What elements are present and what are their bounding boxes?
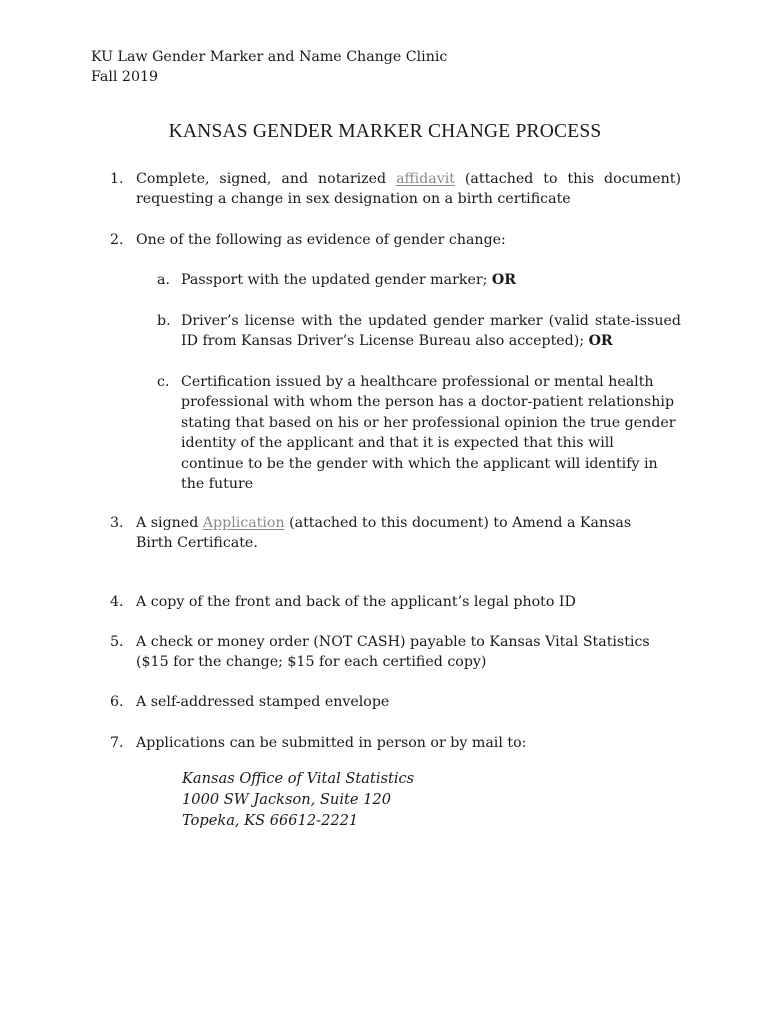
address-office: Kansas Office of Vital Statistics bbox=[182, 770, 415, 787]
item-number: 6. bbox=[110, 694, 124, 710]
header-clinic-name: KU Law Gender Marker and Name Change Clinic bbox=[91, 49, 448, 65]
or-label: OR bbox=[588, 333, 613, 350]
address-city: Topeka, KS 66612-2221 bbox=[182, 812, 359, 829]
address-street: 1000 SW Jackson, Suite 120 bbox=[182, 791, 391, 808]
item-number: 2. bbox=[110, 232, 124, 248]
item-text-end: (attached to this document) requesting a change in sex designation on a birth certificate bbox=[136, 171, 681, 208]
document-header bbox=[91, 47, 447, 87]
sub-item-letter: c. bbox=[157, 374, 170, 390]
item-text-start: Complete, signed, and notarized bbox=[136, 171, 397, 187]
sub-item-text-main: Passport with the updated gender marker; bbox=[181, 272, 492, 288]
header-term: Fall 2019 bbox=[91, 69, 159, 85]
document-title: KANSAS GENDER MARKER CHANGE PROCESS bbox=[168, 121, 602, 142]
sub-item-text-main: Driver’s license with the updated gender marker (valid state-issued ID from Kansas Driver’s License Bureau also accepted); bbox=[181, 313, 681, 350]
item-text-end: (attached to this document) to Amend a Kansas Birth Certificate. bbox=[136, 515, 632, 552]
item-text bbox=[136, 513, 666, 554]
sub-item-text: Certification issued by a healthcare professional or mental health professional with whom the person has a doctor-patient relationship stating that based on his or her professional opinion the true gender identity of the applicant and that it is expected that this will continue to be the gender with which the applicant will identify in the future bbox=[181, 374, 676, 493]
sub-item-text bbox=[181, 270, 681, 290]
item-number: 4. bbox=[110, 594, 124, 610]
item-number: 5. bbox=[110, 634, 124, 650]
sub-item-text bbox=[181, 311, 681, 352]
mailing-address bbox=[182, 768, 414, 831]
item-text bbox=[136, 169, 681, 210]
item-number: 7. bbox=[110, 735, 124, 751]
item-text: One of the following as evidence of gender change: bbox=[136, 232, 506, 248]
or-label: OR bbox=[491, 272, 517, 288]
item-number: 3. bbox=[110, 515, 124, 531]
sub-item-letter: b. bbox=[157, 313, 171, 329]
item-text: A check or money order (NOT CASH) payable to Kansas Vital Statistics ($15 for the change; $15 for each certified copy) bbox=[136, 634, 650, 671]
item-text: A copy of the front and back of the applicant’s legal photo ID bbox=[136, 594, 576, 610]
sub-item-letter: a. bbox=[157, 272, 170, 288]
item-text-start: A signed bbox=[136, 515, 203, 531]
application-link[interactable]: Application bbox=[202, 515, 285, 531]
affidavit-link[interactable]: affidavit bbox=[396, 171, 455, 187]
item-number: 1. bbox=[110, 171, 124, 187]
item-text: Applications can be submitted in person or by mail to: bbox=[136, 735, 527, 751]
item-text: A self-addressed stamped envelope bbox=[136, 694, 390, 710]
